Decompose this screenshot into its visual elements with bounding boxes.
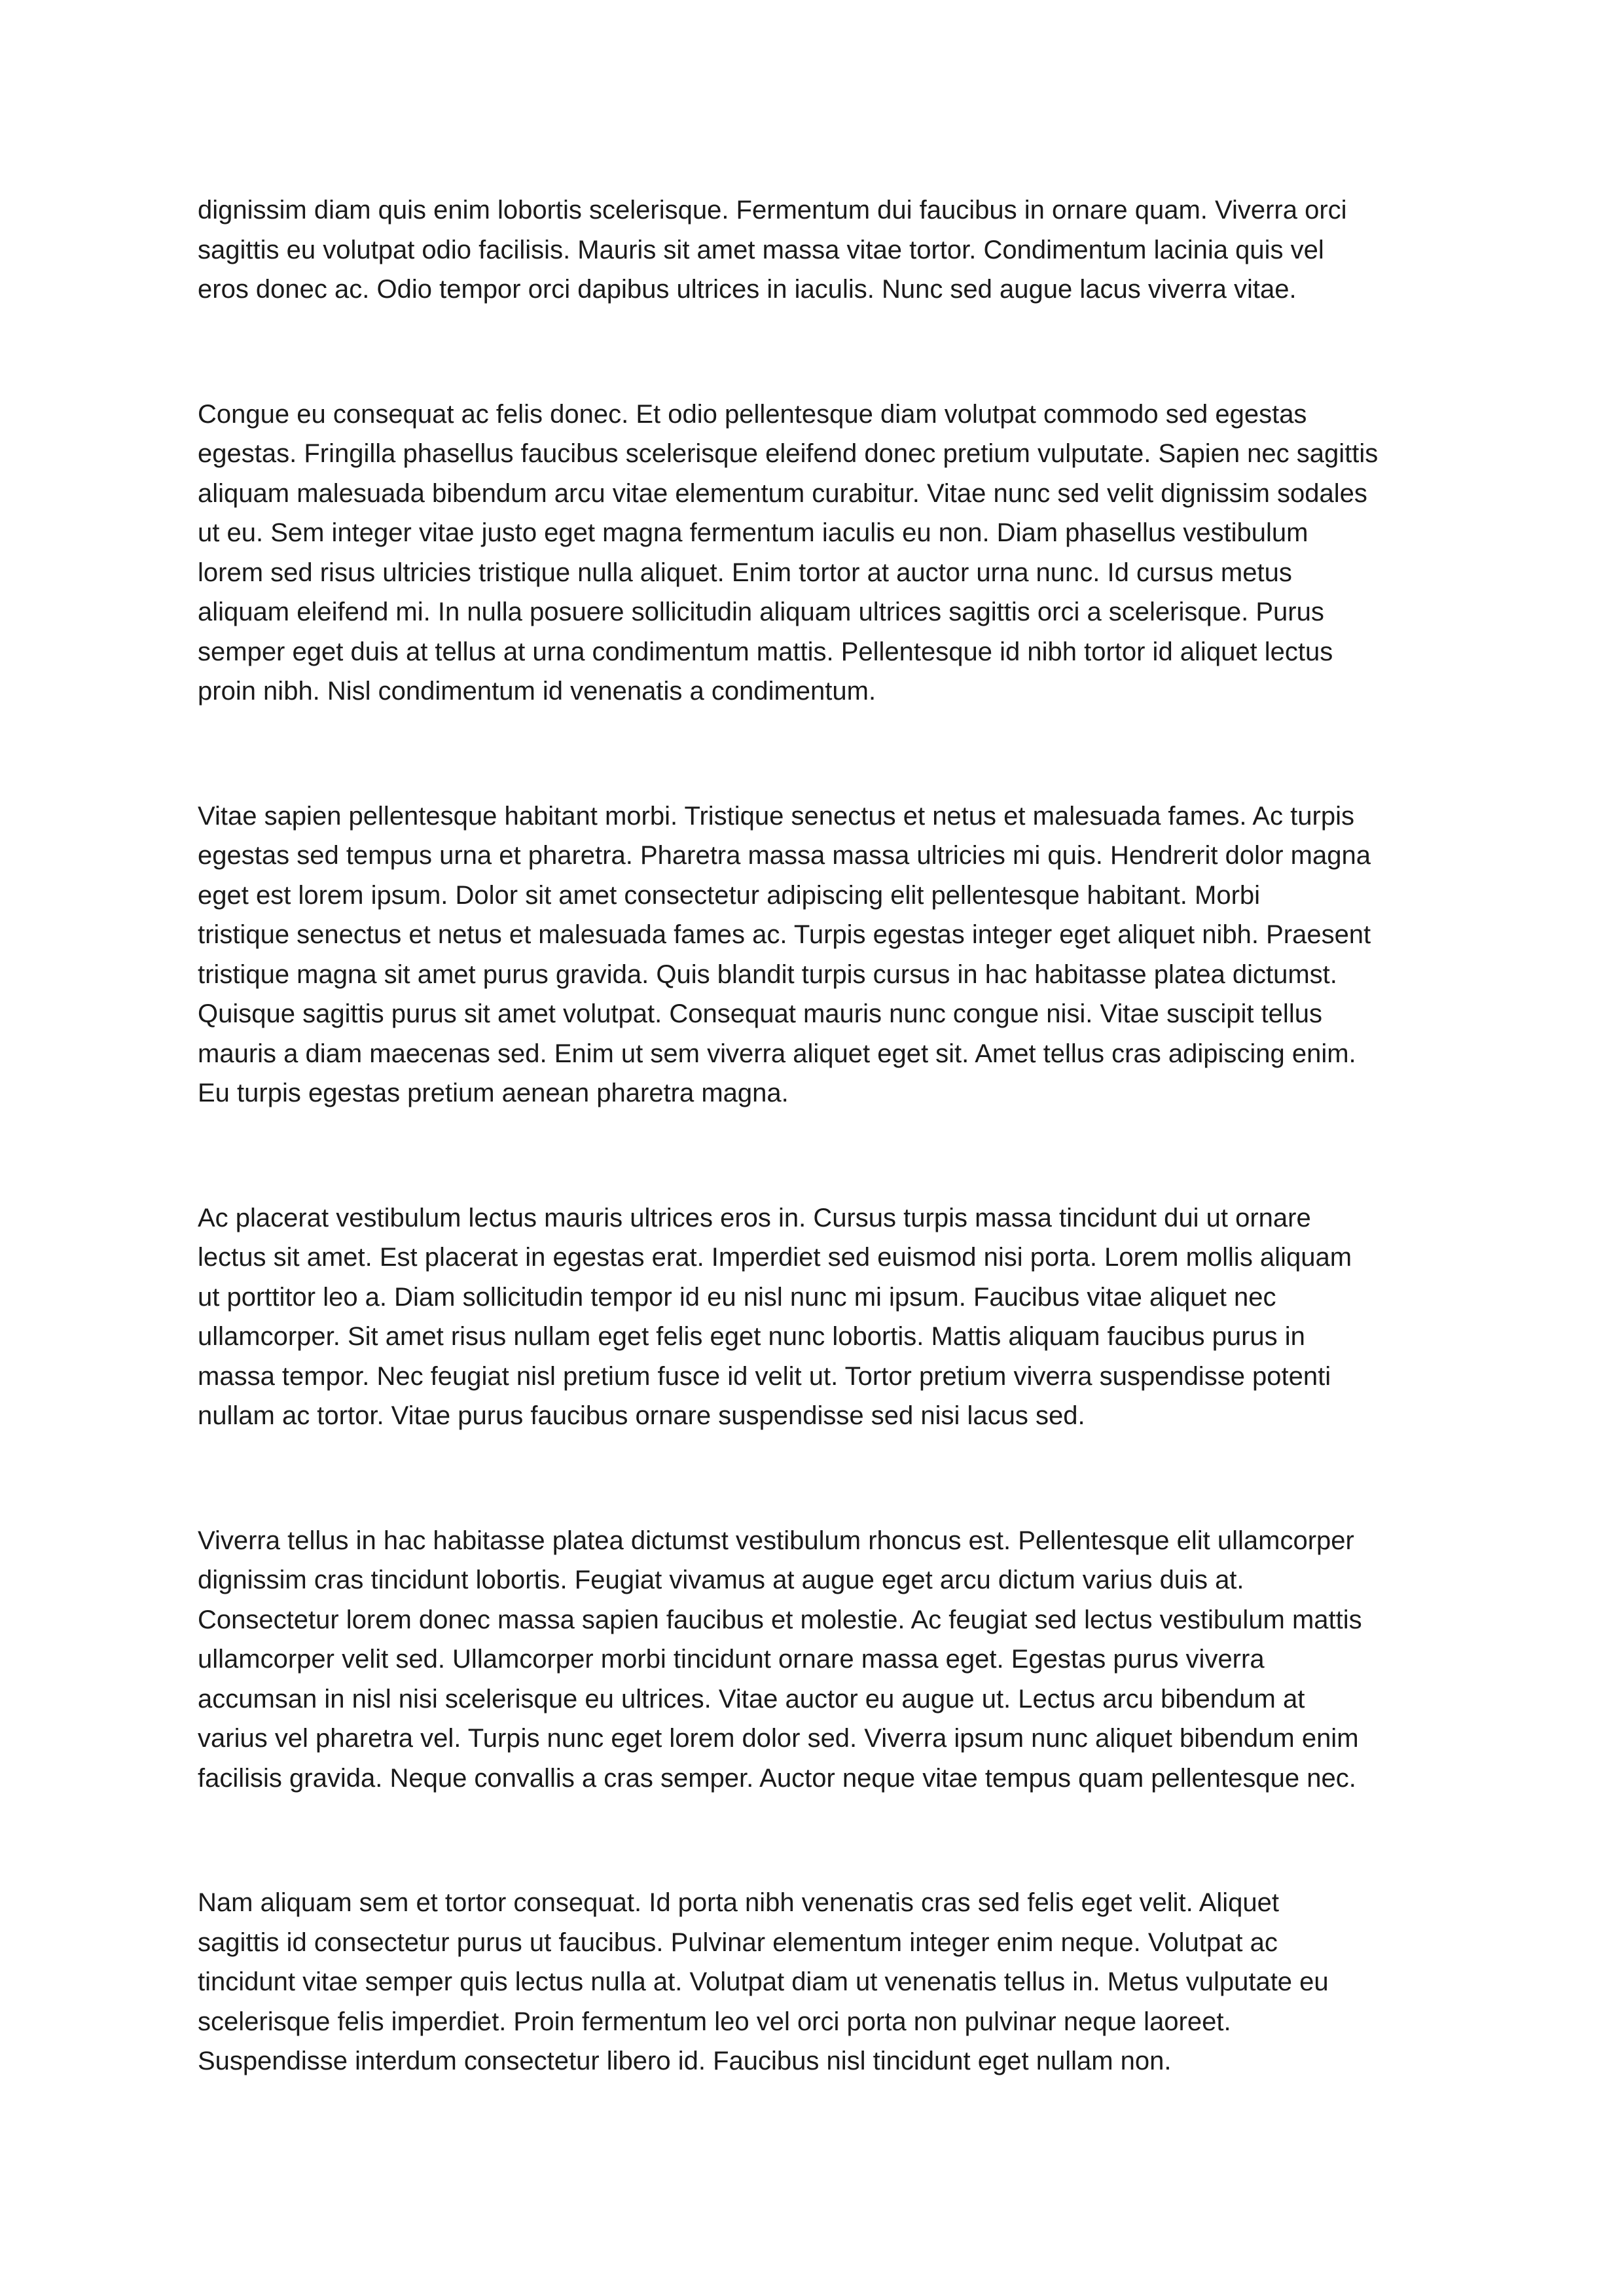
text-line: lorem sed risus ultricies tristique nulla aliquet. Enim tortor at auctor urna nunc. Id cursus metus bbox=[198, 558, 1292, 587]
text-line: sagittis eu volutpat odio facilisis. Mauris sit amet massa vitae tortor. Condimentum lacinia quis vel bbox=[198, 235, 1324, 264]
text-line: ut porttitor leo a. Diam sollicitudin tempor id eu nisl nunc mi ipsum. Faucibus vitae aliquet nec bbox=[198, 1282, 1276, 1312]
text-line: tincidunt vitae semper quis lectus nulla at. Volutpat diam ut venenatis tellus in. Metus vulputate eu bbox=[198, 1967, 1329, 1996]
text-line: tristique magna sit amet purus gravida. Quis blandit turpis cursus in hac habitasse platea dictumst. bbox=[198, 960, 1337, 989]
text-line: proin nibh. Nisl condimentum id venenatis a condimentum. bbox=[198, 677, 876, 706]
text-line: egestas sed tempus urna et pharetra. Pharetra massa massa ultricies mi quis. Hendrerit dolor magna bbox=[198, 841, 1371, 870]
paragraph-2 bbox=[198, 395, 1441, 711]
paragraph-6 bbox=[198, 1883, 1441, 2081]
text-line: Suspendisse interdum consectetur libero id. Faucibus nisl tincidunt eget nullam non. bbox=[198, 2047, 1172, 2075]
text-line: Nam aliquam sem et tortor consequat. Id porta nibh venenatis cras sed felis eget velit. Aliquet bbox=[198, 1888, 1279, 1917]
text-line: ut eu. Sem integer vitae justo eget magna fermentum iaculis eu non. Diam phasellus vestibulum bbox=[198, 518, 1308, 547]
text-line: eros donec ac. Odio tempor orci dapibus ultrices in iaculis. Nunc sed augue lacus viverra vitae. bbox=[198, 275, 1297, 304]
text-line: egestas. Fringilla phasellus faucibus scelerisque eleifend donec pretium vulputate. Sapien nec sagittis bbox=[198, 439, 1379, 468]
text-line: massa tempor. Nec feugiat nisl pretium fusce id velit ut. Tortor pretium viverra suspendisse potenti bbox=[198, 1361, 1331, 1391]
paragraph-spacer bbox=[198, 1436, 1441, 1521]
document-body bbox=[198, 190, 1441, 2081]
paragraph-4 bbox=[198, 1198, 1441, 1436]
paragraph-spacer bbox=[198, 711, 1441, 797]
text-line: lectus sit amet. Est placerat in egestas erat. Imperdiet sed euismod nisi porta. Lorem mollis aliquam bbox=[198, 1243, 1352, 1272]
text-line: Congue eu consequat ac felis donec. Et odio pellentesque diam volutpat commodo sed egestas bbox=[198, 399, 1307, 429]
text-line: dignissim diam quis enim lobortis scelerisque. Fermentum dui faucibus in ornare quam. Viverra orci bbox=[198, 196, 1347, 224]
text-line: aliquam malesuada bibendum arcu vitae elementum curabitur. Vitae nunc sed velit dignissim sodales bbox=[198, 478, 1367, 508]
text-line: ullamcorper velit sed. Ullamcorper morbi tincidunt ornare massa eget. Egestas purus viverra bbox=[198, 1645, 1265, 1674]
text-line: Consectetur lorem donec massa sapien faucibus et molestie. Ac feugiat sed lectus vestibulum mattis bbox=[198, 1605, 1362, 1634]
text-line: scelerisque felis imperdiet. Proin fermentum leo vel orci porta non pulvinar neque laoreet. bbox=[198, 2007, 1231, 2036]
text-line: tristique senectus et netus et malesuada fames ac. Turpis egestas integer eget aliquet nibh. Praesent bbox=[198, 920, 1371, 949]
text-line: Quisque sagittis purus sit amet volutpat. Consequat mauris nunc congue nisi. Vitae suscipit tellus bbox=[198, 999, 1322, 1028]
text-line: Ac placerat vestibulum lectus mauris ultrices eros in. Cursus turpis massa tincidunt dui ut ornare bbox=[198, 1203, 1311, 1232]
text-line: sagittis id consectetur purus ut faucibus. Pulvinar elementum integer enim neque. Volutpat ac bbox=[198, 1928, 1278, 1957]
text-line: varius vel pharetra vel. Turpis nunc eget lorem dolor sed. Viverra ipsum nunc aliquet bibendum enim bbox=[198, 1724, 1359, 1753]
text-line: ullamcorper. Sit amet risus nullam eget felis eget nunc lobortis. Mattis aliquam faucibus purus in bbox=[198, 1322, 1305, 1351]
text-line: nullam ac tortor. Vitae purus faucibus ornare suspendisse sed nisi lacus sed. bbox=[198, 1401, 1085, 1430]
paragraph-3 bbox=[198, 797, 1441, 1113]
paragraph-spacer bbox=[198, 1113, 1441, 1198]
text-line: Vitae sapien pellentesque habitant morbi. Tristique senectus et netus et malesuada fames. Ac turpis bbox=[198, 801, 1354, 831]
text-line: facilisis gravida. Neque convallis a cras semper. Auctor neque vitae tempus quam pellentesque nec. bbox=[198, 1763, 1356, 1793]
text-line: aliquam eleifend mi. In nulla posuere sollicitudin aliquam ultrices sagittis orci a scelerisque. Purus bbox=[198, 598, 1324, 626]
paragraph-1 bbox=[198, 190, 1441, 310]
text-line: mauris a diam maecenas sed. Enim ut sem viverra aliquet eget sit. Amet tellus cras adipiscing enim. bbox=[198, 1039, 1356, 1068]
text-line: dignissim cras tincidunt lobortis. Feugiat vivamus at augue eget arcu dictum varius duis at. bbox=[198, 1566, 1244, 1594]
text-line: Viverra tellus in hac habitasse platea dictumst vestibulum rhoncus est. Pellentesque elit ullamcorper bbox=[198, 1526, 1354, 1555]
paragraph-5 bbox=[198, 1521, 1441, 1799]
paragraph-spacer bbox=[198, 310, 1441, 395]
paragraph-spacer bbox=[198, 1798, 1441, 1883]
text-line: semper eget duis at tellus at urna condimentum mattis. Pellentesque id nibh tortor id aliquet lectus bbox=[198, 637, 1333, 666]
text-line: eget est lorem ipsum. Dolor sit amet consectetur adipiscing elit pellentesque habitant. Morbi bbox=[198, 880, 1261, 910]
text-line: Eu turpis egestas pretium aenean pharetra magna. bbox=[198, 1079, 789, 1107]
text-line: accumsan in nisl nisi scelerisque eu ultrices. Vitae auctor eu augue ut. Lectus arcu bibendum at bbox=[198, 1684, 1305, 1713]
